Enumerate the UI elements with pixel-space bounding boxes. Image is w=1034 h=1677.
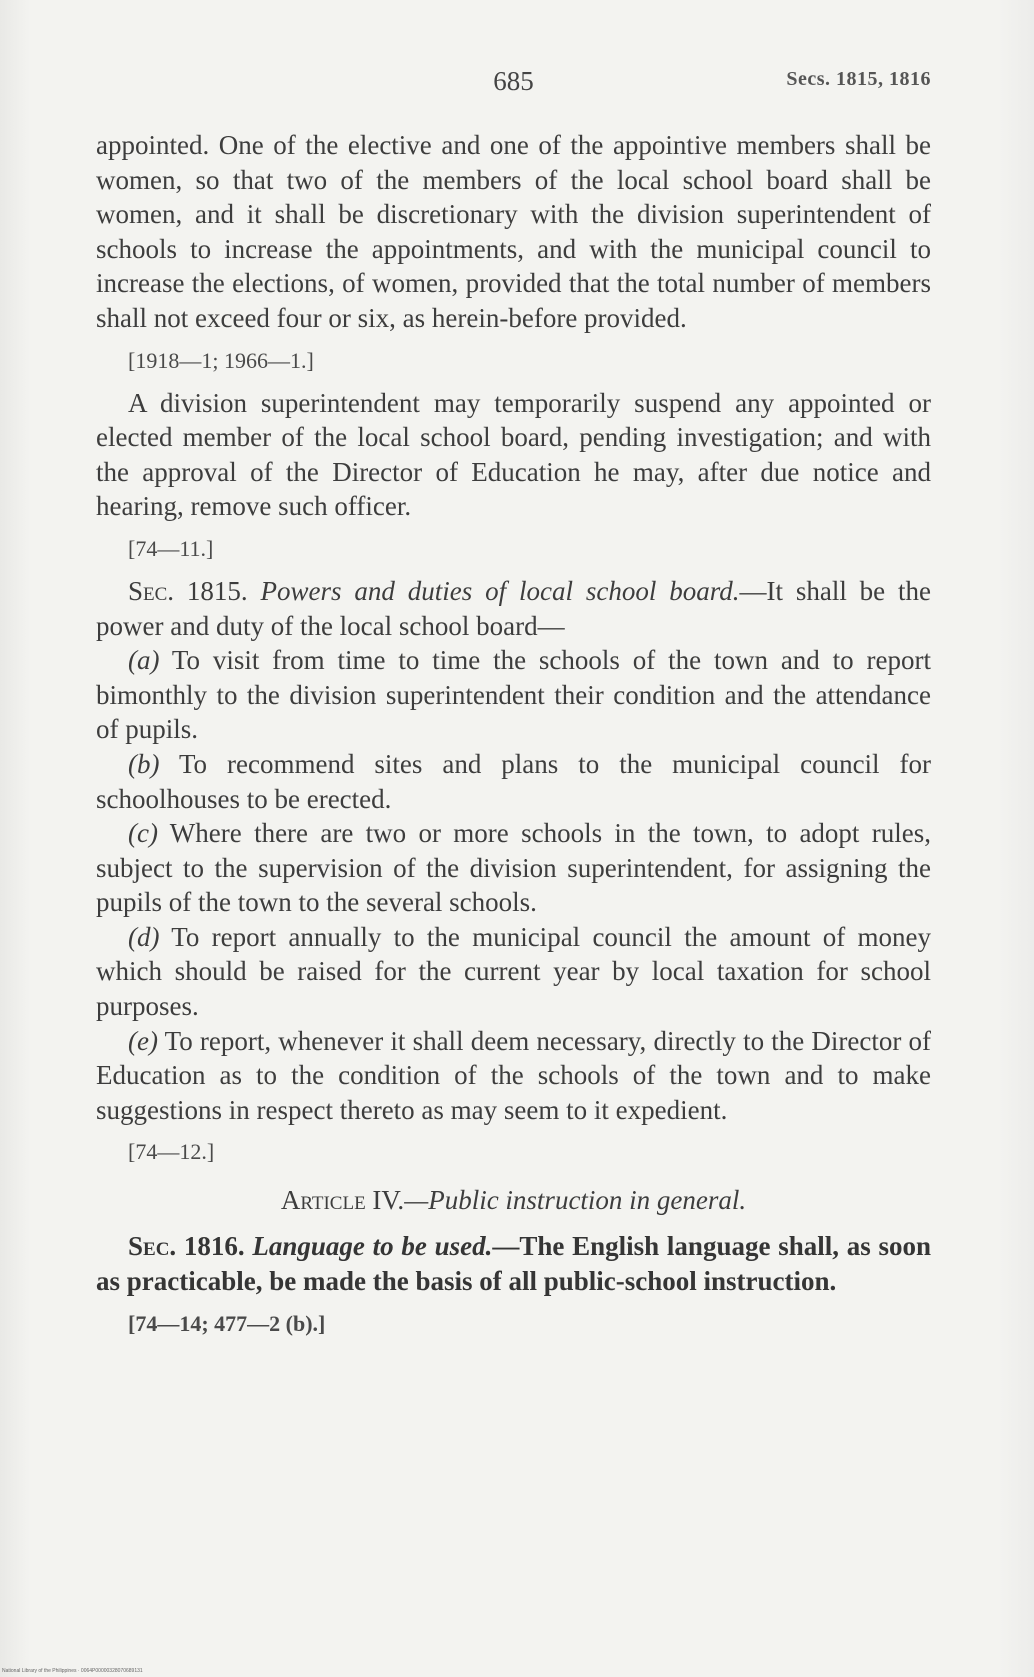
section-number: Sec. 1816. (128, 1231, 245, 1262)
item-label: (b) (128, 748, 160, 779)
section-number: Sec. 1815. (128, 575, 248, 606)
list-item (96, 816, 931, 920)
article-number: Article IV. (280, 1185, 405, 1216)
list-item (96, 920, 931, 1024)
page-body (96, 128, 931, 1349)
item-label: (d) (128, 921, 160, 952)
article-title: —Public instruction in general. (404, 1185, 747, 1216)
item-text: Where there are two or more schools in the town, to adopt rules, subject to the supervision of the division superintendent, for assigning the pupils of the town to the several schools. (96, 818, 931, 918)
citation: [1918—1; 1966—1.] (128, 347, 314, 373)
citation: [74—12.] (128, 1139, 215, 1165)
section-1816 (96, 1229, 931, 1298)
citation: [74—11.] (128, 535, 214, 561)
item-text: To recommend sites and plans to the municipal council for schoolhouses to be erected. (96, 748, 931, 814)
section-1815 (96, 574, 931, 643)
running-head: Secs. 1815, 1816 (786, 68, 931, 90)
citation: [74—14; 477—2 (b).] (128, 1310, 326, 1336)
item-label: (a) (128, 645, 160, 676)
item-text: To report annually to the municipal council the amount of money which should be raised for the current year by local taxation for school purposes. (96, 921, 931, 1022)
section-text: —The English language shall, as soon as practicable, be made the basis of all public-school instruction. (96, 1231, 931, 1297)
list-item (96, 1024, 931, 1128)
item-label: (c) (128, 818, 158, 849)
scan-footer-note: National Library of the Philippines · 0064P00000328070689131 (2, 1668, 143, 1674)
list-item (96, 747, 931, 816)
page-number: 685 (493, 66, 534, 96)
item-text: To visit from time to time the schools of the town and to report bimonthly to the division superintendent their condition and the attendance of pupils. (96, 645, 931, 745)
page-header (96, 62, 931, 102)
section-title: Language to be used. (252, 1231, 493, 1262)
article-heading (96, 1183, 931, 1217)
list-item (96, 643, 931, 747)
item-label: (e) (128, 1025, 158, 1056)
paragraph-continued: appointed. One of the elective and one of the appointive members shall be women, so that two of the members of the local school board shall be women, and it shall be discretionary with the division superintendent of schools to increase the appointments, and with the municipal council to increase the elections, of women, provided that the total number of members shall not exceed four or six, as herein-before provided. (96, 130, 931, 333)
item-text: To report, whenever it shall deem necessary, directly to the Director of Education as to the condition of the schools of the town and to make suggestions in respect thereto as may seem to it expedient. (96, 1025, 931, 1125)
section-text: —It shall be the power and duty of the local school board— (96, 575, 932, 641)
section-title: Powers and duties of local school board. (260, 575, 740, 606)
paragraph-suspension: A division superintendent may temporarily suspend any appointed or elected member of the local school board, pending investigation; and with the approval of the Director of Education he may, after due notice and hearing, remove such officer. (96, 387, 931, 522)
